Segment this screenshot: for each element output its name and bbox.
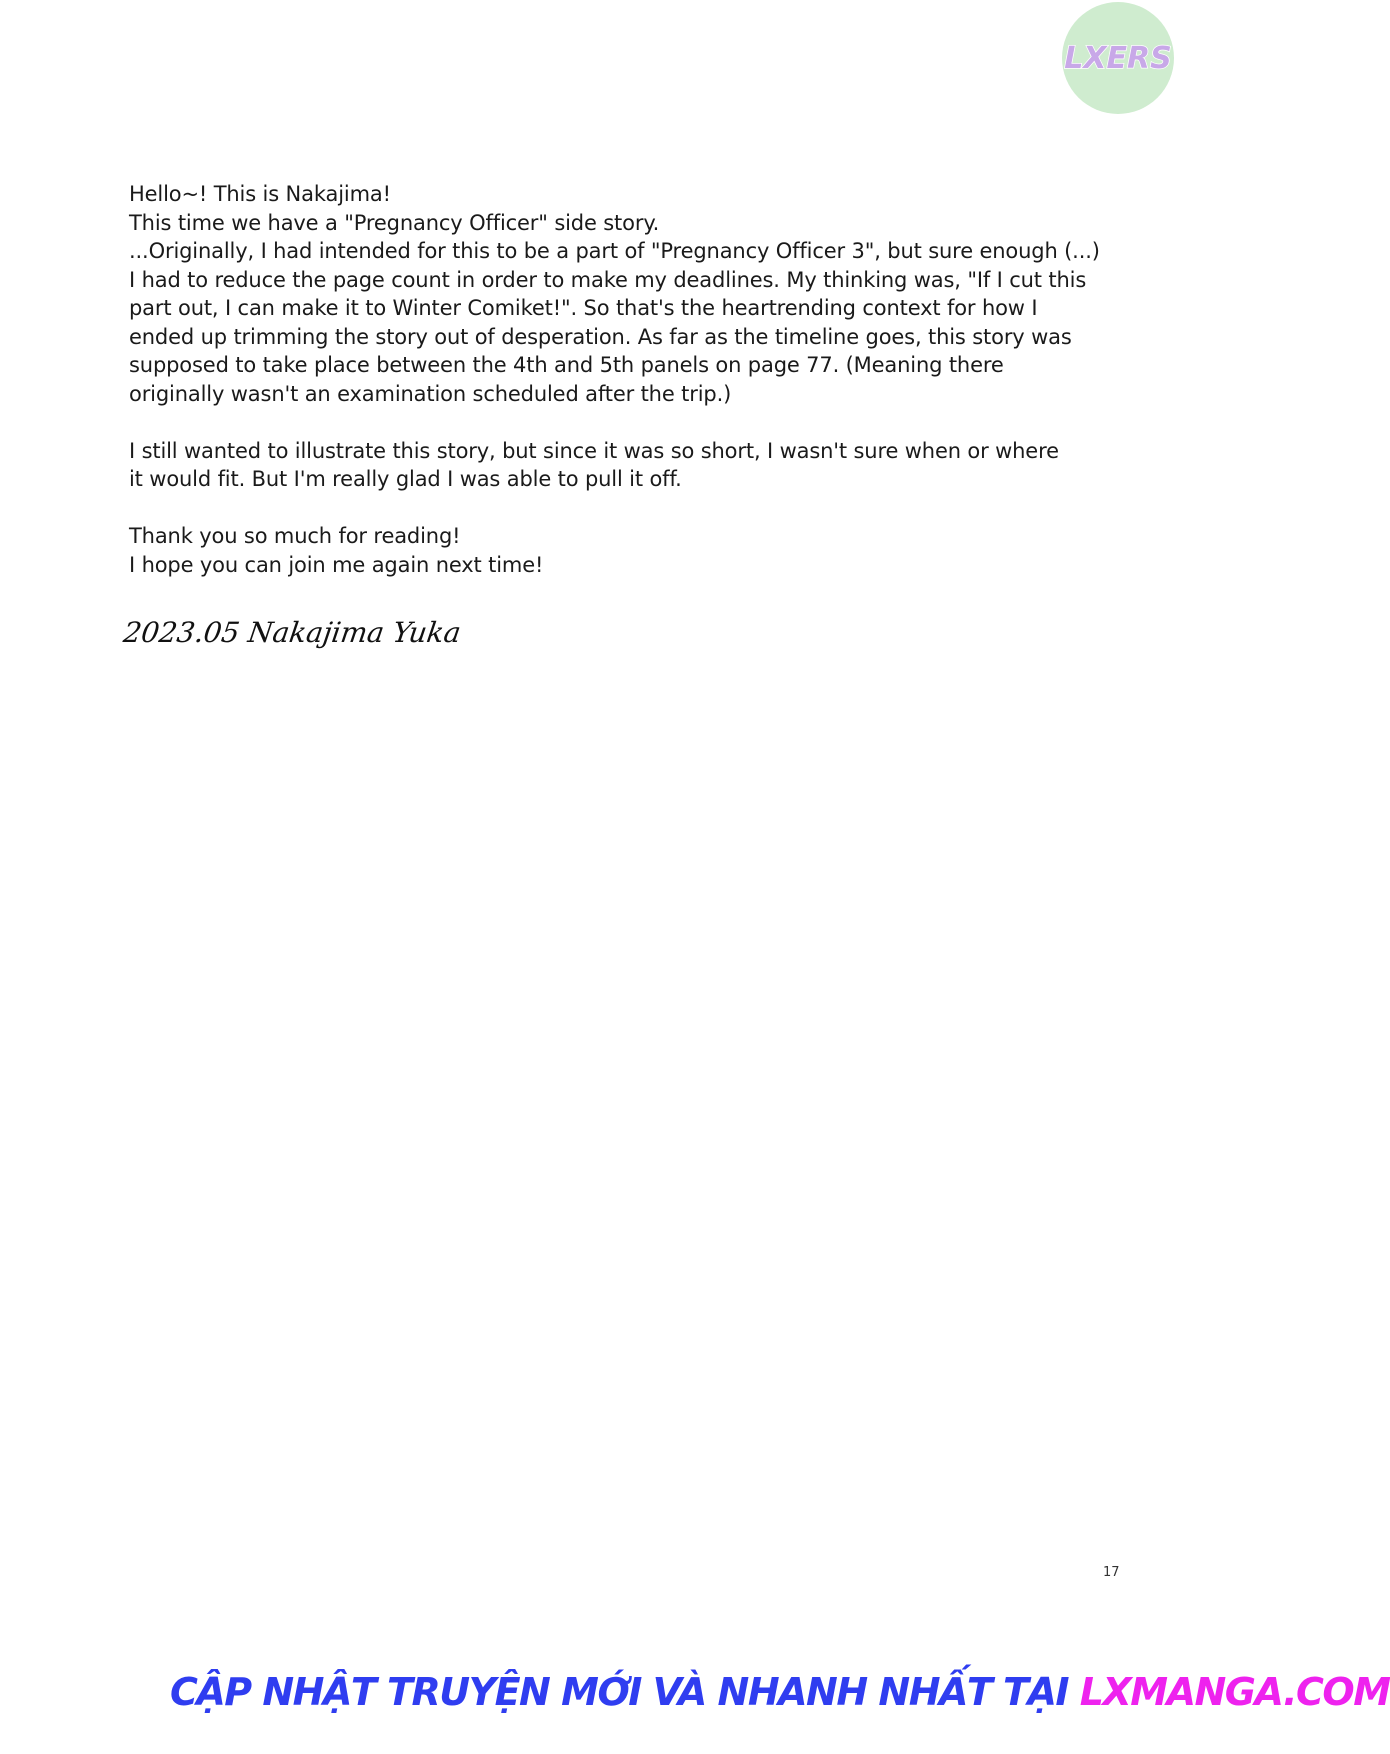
letter-line: ...Originally, I had intended for this to be a part of "Pregnancy Officer 3", but sure enough (...) — [129, 239, 1100, 263]
letter-line: ended up trimming the story out of desperation. As far as the timeline goes, this story was — [129, 324, 1072, 349]
handwritten-signature — [121, 602, 463, 666]
page-number: 17 — [1103, 1565, 1120, 1580]
paragraph-thanks — [129, 522, 1079, 579]
lxers-logo-graphic — [1062, 2, 1174, 114]
afterword-letter — [129, 180, 1100, 608]
letter-line: supposed to take place between the 4th and 5th panels on page 77. (Meaning there — [129, 353, 1004, 377]
lxers-logo — [1062, 2, 1174, 114]
svg-text:2023.05 Nakajima Yuka: 2023.05 Nakajima Yuka — [121, 616, 463, 649]
letter-line: I had to reduce the page count in order to make my deadlines. My thinking was, "If I cut this — [129, 267, 1087, 292]
letter-line: This time we have a "Pregnancy Officer" side story. — [129, 210, 660, 235]
letter-line: part out, I can make it to Winter Comiket!". So that's the heartrending context for how I — [129, 296, 1038, 320]
banner-site-link[interactable]: LXMANGA.COM — [1079, 1670, 1390, 1714]
letter-line: originally wasn't an examination scheduled after the trip.) — [129, 381, 732, 406]
letter-line: Thank you so much for reading! — [129, 524, 461, 548]
letter-line: I still wanted to illustrate this story, but since it was so short, I wasn't sure when or where — [129, 438, 1059, 463]
signature-graphic — [121, 602, 463, 666]
letter-line: Hello~! This is Nakajima! — [129, 182, 391, 206]
paragraph-intro — [129, 180, 1100, 408]
letter-line: it would fit. But I'm really glad I was able to pull it off. — [129, 467, 682, 491]
banner-prefix: CẬP NHẬT TRUYỆN MỚI VÀ NHANH NHẤT TẠI — [170, 1670, 1080, 1714]
site-banner[interactable] — [170, 1664, 1390, 1720]
svg-text:LXERS: LXERS — [1064, 41, 1172, 76]
paragraph-story — [129, 437, 1079, 494]
letter-line: I hope you can join me again next time! — [129, 552, 544, 577]
